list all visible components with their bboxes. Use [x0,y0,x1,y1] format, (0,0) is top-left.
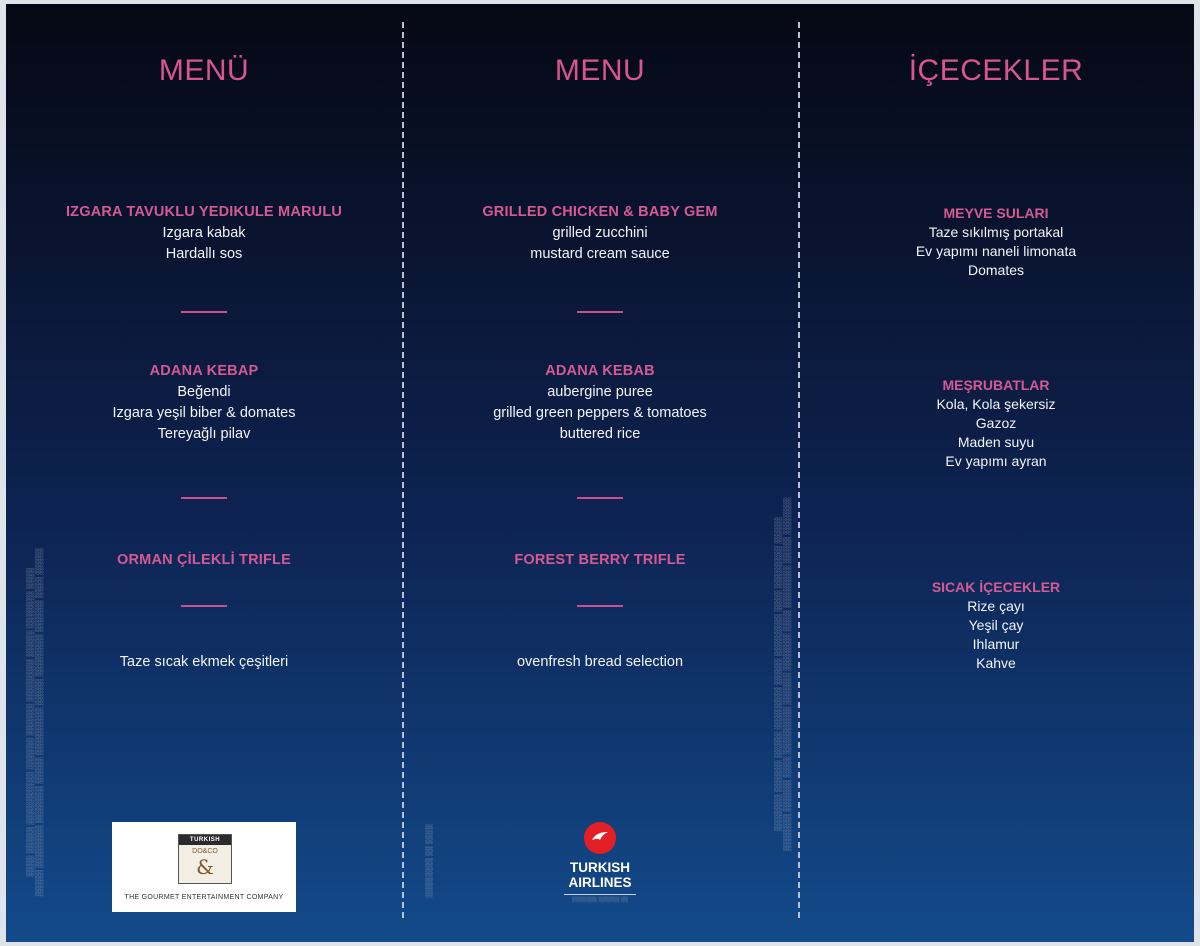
dish-detail: Izgara yeşil biber & domates [112,405,296,421]
dish-detail: aubergine puree [547,384,653,400]
badge-top-label: TURKISH [179,835,231,845]
bread-line: ovenfresh bread selection [516,654,684,670]
fine-print-tr: ░░░░░ ░░░░ ░░░░░░ ░░░░░░░░ ░░░░░ ░░░░░░░░░ ░░░░░ ░░░░░░░ ░░░░░░░░ ░░░░░ ░░░░ ░░░░░░░ ░░░░░ ░░░░░░░░ ░░░░░░ ░░░░░░ ░░░░░░░░░░ ░░░░░ ░░░░ [26,547,44,897]
beverage-item: Taze sıkılmış portakal [928,224,1064,240]
beverage-section-title: MEŞRUBATLAR [942,377,1050,393]
dish-name: FOREST BERRY TRIFLE [514,552,686,568]
beverage-item: Kola, Kola şekersiz [936,396,1056,412]
beverage-section-title: MEYVE SULARI [943,205,1049,221]
beverage-item: Gazoz [975,415,1017,431]
dish-name: ADANA KEBAP [149,363,259,379]
starter-course-tr [6,202,402,265]
english-menu-panel [402,4,798,942]
main-course-en [402,361,798,445]
panel-title-tr: MENÜ [158,54,250,87]
bread-line: Taze sıcak ekmek çeşitleri [119,654,289,670]
turkish-menu-panel [6,4,402,942]
dish-name: ORMAN ÇİLEKLİ TRIFLE [117,552,291,568]
beverage-item: Ihlamur [972,636,1020,652]
beverage-item: Maden suyu [957,434,1035,450]
beverage-section-juices [798,204,1194,280]
beverage-item: Ev yapımı ayran [945,453,1047,469]
dish-detail: Beğendi [177,384,231,400]
beverage-item: Kahve [976,655,1016,671]
panel-title-en: MENU [554,54,646,87]
dish-name: IZGARA TAVUKLU YEDIKULE MARULU [65,204,343,220]
dessert-course-tr [6,550,402,571]
dish-name: GRILLED CHICKEN & BABY GEM [482,204,718,220]
airline-name-line1: TURKISH [570,860,630,875]
beverage-item: Yeşil çay [968,617,1024,633]
print-code: ░░░░ ░░ ░░░░░░░░ [425,824,432,898]
badge-name: DO&CO [192,848,218,855]
dish-name: ADANA KEBAB [545,363,655,379]
airline-name-line2: AIRLINES [568,875,632,890]
beverage-section-hot-drinks [798,578,1194,673]
beverage-item: Rize çayı [967,598,1025,614]
course-divider [577,311,623,313]
beverage-section-soft-drinks [798,376,1194,471]
beverage-item: Domates [967,262,1025,278]
course-divider [181,605,227,607]
ampersand-emblem: & [196,855,214,879]
do-and-co-logo [112,822,296,912]
bread-en [402,652,798,673]
course-divider [181,311,227,313]
dish-detail: buttered rice [559,426,641,442]
logo-rule [564,894,636,895]
logo-caption: THE GOURMET ENTERTAINMENT COMPANY [124,894,284,901]
dish-detail: mustard cream sauce [530,246,670,262]
dish-detail: Tereyağlı pilav [157,426,251,442]
dish-detail: Hardallı sos [165,246,243,262]
crane-bird-icon [591,831,609,843]
dish-detail: grilled green peppers & tomatoes [493,405,707,421]
starter-course-en [402,202,798,265]
bread-tr [6,652,402,673]
dish-detail: grilled zucchini [552,225,648,241]
beverage-section-title: SICAK İÇECEKLER [931,579,1061,595]
menu-card [6,4,1194,942]
do-and-co-badge [178,834,232,884]
logo-subtext: ░░░░░░░ ░░░░░░ ░░ [572,897,628,903]
main-course-tr [6,361,402,445]
crane-emblem-icon [584,822,616,854]
turkish-airlines-logo [552,822,648,916]
panel-title-beverages: İÇECEKLER [908,54,1084,87]
beverage-item: Ev yapımı naneli limonata [915,243,1077,259]
course-divider [181,497,227,499]
beverages-panel [798,4,1194,942]
dish-detail: Izgara kabak [162,225,246,241]
course-divider [577,497,623,499]
fine-print-en: ░░░░░░░ ░░░░░ ░░░░░░░░ ░░░░ ░░░░░░░ ░░░░░░ ░░░░░░░░░ ░░░░ ░░░░░░ ░░░░░░░ ░░░░░ ░░░░░░░░ ░░░░ ░░░░░░░░ ░░░░░ ░░░░░░░░ ░░░░░ ░░░░░░ ░░░░░░░ [774,497,792,851]
dessert-course-en [402,550,798,571]
course-divider [577,605,623,607]
